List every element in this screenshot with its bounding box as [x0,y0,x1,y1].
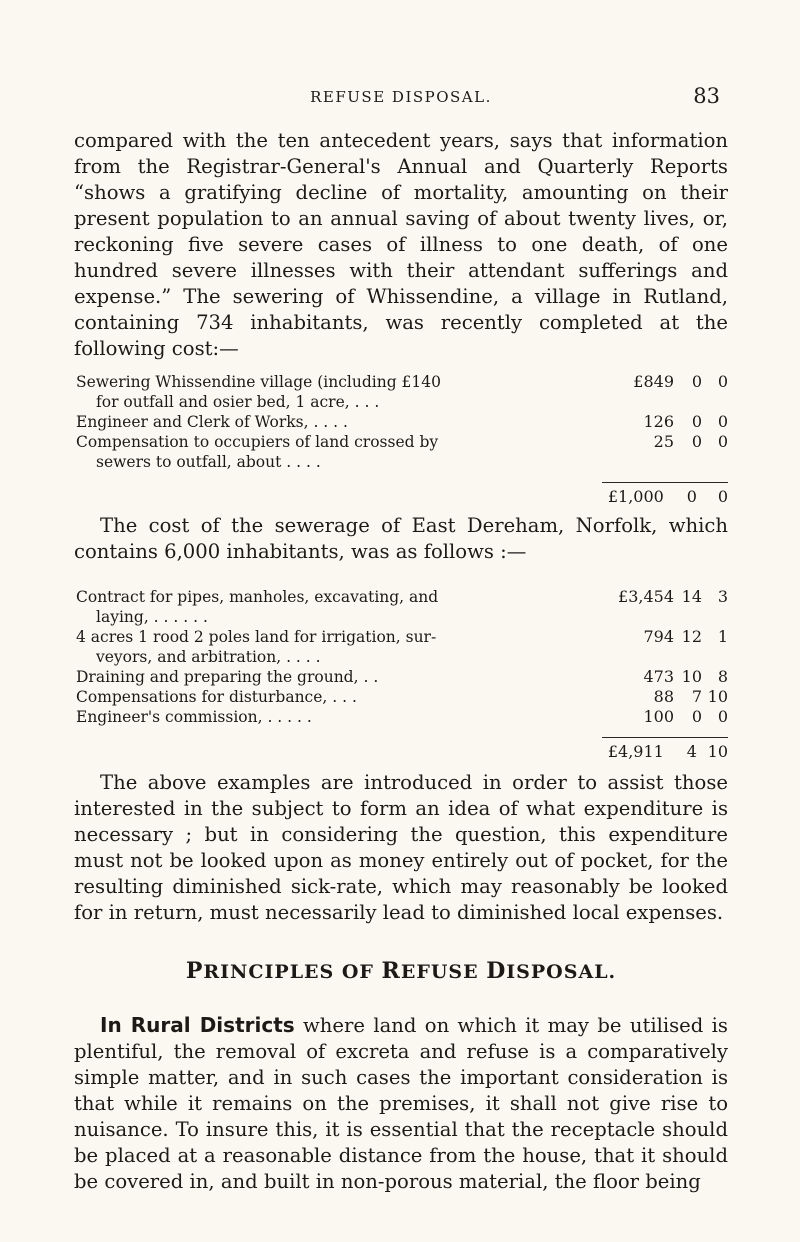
row-amount: 126 0 0 [643,412,728,431]
running-head [74,86,728,110]
page-number: 83 [693,84,720,108]
page-body [74,128,728,1195]
running-title: REFUSE DISPOSAL. [310,88,492,106]
row-desc: Compensations for disturbance, . . . [76,688,357,706]
row-amount: 473 10 8 [643,667,728,686]
table-row [76,412,728,432]
row-desc: 4 acres 1 rood 2 poles land for irrigation, sur- [76,628,437,646]
paragraph-4 [74,1012,728,1195]
row-amount: 25 0 0 [653,432,728,451]
section-heading: PRINCIPLES OF REFUSE DISPOSAL. [185,958,617,984]
paragraph-3: The above examples are introduced in order to assist those interested in the subject to form an idea of what expenditure is necessary ; but in considering the question, this expenditure must not be looked upon as money entirely out of pocket, for the resulting diminished sick-rate, which may reasonably be looked for in return, must necessarily lead to diminished local expenses. [74,771,728,924]
row-amount: 88 7 10 [653,687,728,706]
table-row [76,432,728,472]
row-desc-cont: sewers to outfall, about . . . . [96,453,321,471]
row-desc: Draining and preparing the ground, . . [76,668,379,686]
paragraph-2: The cost of the sewerage of East Dereham, Norfolk, which contains 6,000 inhabitants, was as follows :— [74,514,728,563]
row-desc: Sewering Whissendine village (including £140 [76,373,441,391]
row-desc: Compensation to occupiers of land crossed by [76,433,439,451]
table-row [76,627,728,667]
row-amount: £3,454 14 3 [618,587,728,606]
row-desc: Engineer's commission, . . . . . [76,708,312,726]
total-rule [602,482,728,483]
cost-table-whissendine [76,372,728,507]
table-total: £1,000 0 0 [607,487,728,506]
table-row [76,587,728,627]
row-desc: Engineer and Clerk of Works, . . . . [76,413,348,431]
paragraph-4-body: where land on which it may be utilised is plentiful, the removal of excreta and refuse is a comparatively simple matter, and in such cases the important consideration is that while it remains on the premises, it shall not give rise to nuisance. To insure this, it is essential that the receptacle should be placed at a reasonable distance from the house, that it should be covered in, and built in non-porous material, the floor being [74,1014,728,1193]
row-amount: 794 12 1 [643,627,728,646]
row-desc-cont: for outfall and osier bed, 1 acre, . . . [96,393,380,411]
cost-table-east-dereham [76,587,728,762]
table-total: £4,911 4 10 [607,742,728,761]
row-amount: £849 0 0 [633,372,728,391]
table-row [76,687,728,707]
paragraph-1: compared with the ten antecedent years, says that information from the Registrar-General's Annual and Quarterly Reports “shows a gratifying decline of mortality, amounting on their present population to an annual saving of about twenty lives, or, reckoning five severe cases of illness to one death, of one hundred severe illnesses with their attendant sufferings and expense.” The sewering of Whissendine, a village in Rutland, containing 734 inhabitants, was recently completed at the following cost:— [74,129,728,360]
total-rule [602,737,728,738]
row-desc: Contract for pipes, manholes, excavating, and [76,588,439,606]
table-row [76,667,728,687]
row-amount: 100 0 0 [643,707,728,726]
table-row [76,707,728,727]
table-row [76,372,728,412]
paragraph-4-lead: In Rural Districts [100,1013,295,1037]
row-desc-cont: veyors, and arbitration, . . . . [96,648,321,666]
row-desc-cont: laying, . . . . . . [96,608,208,626]
